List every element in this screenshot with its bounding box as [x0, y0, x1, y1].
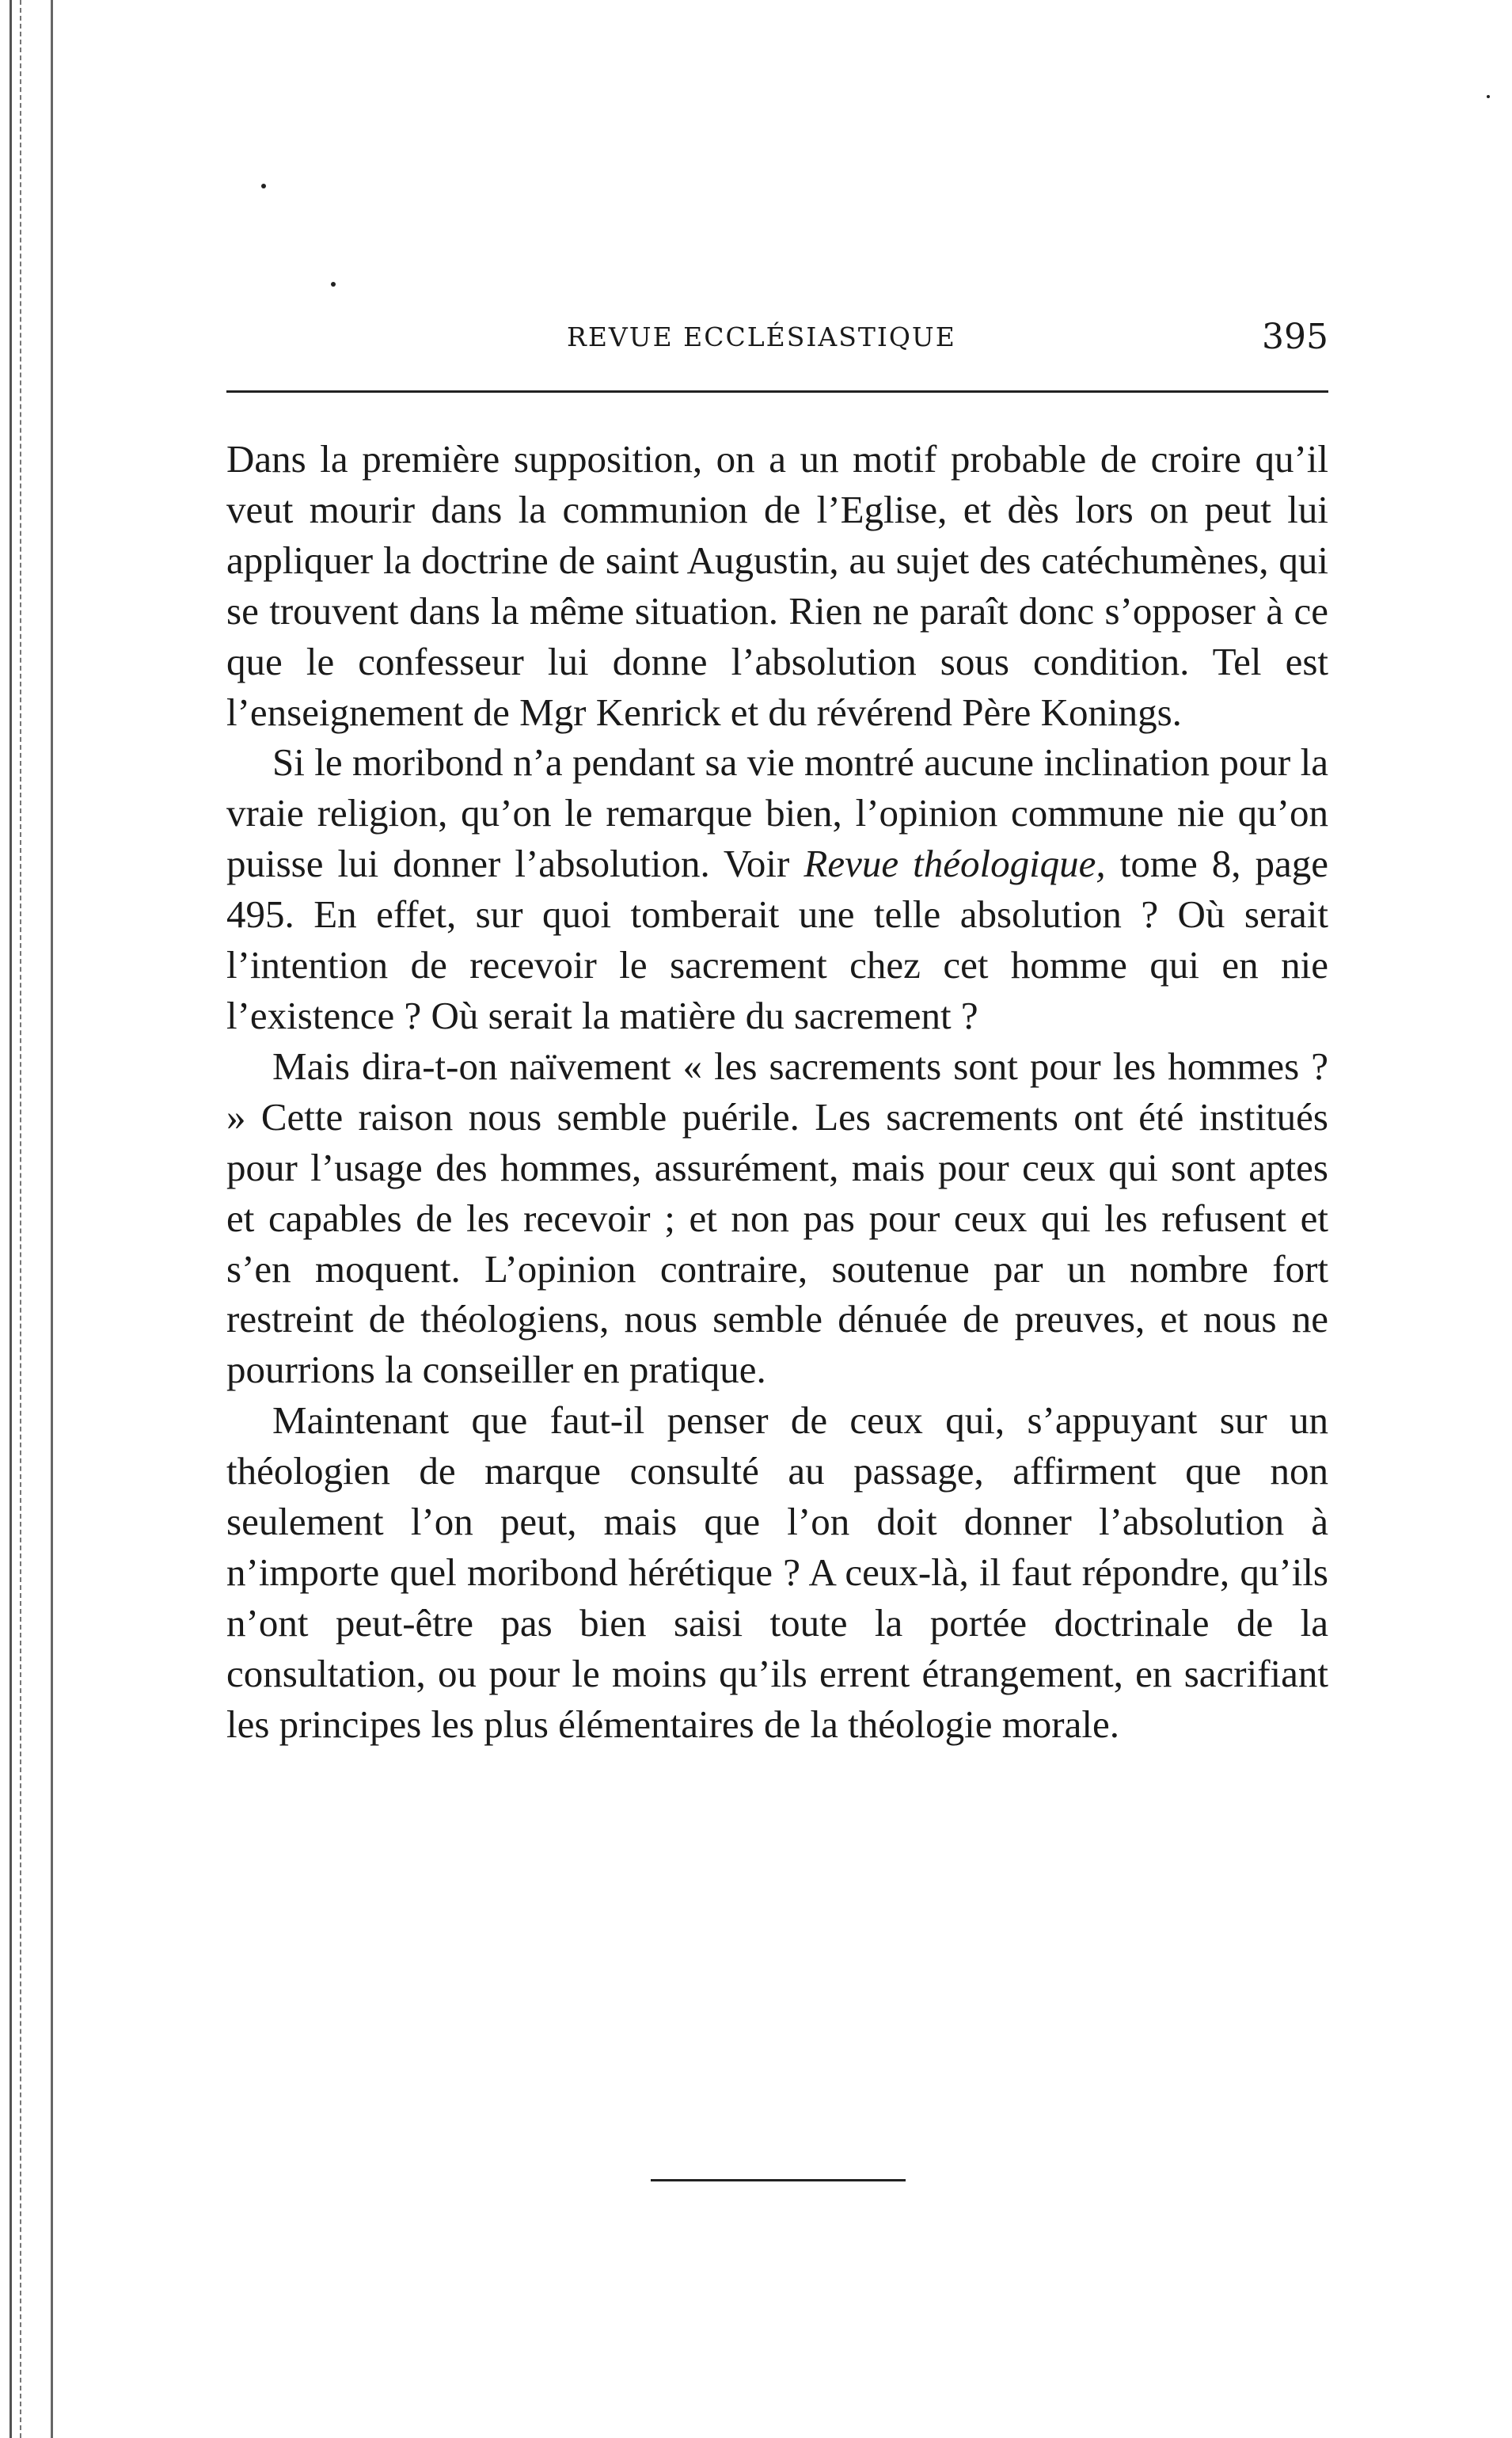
scan-speck [331, 282, 336, 287]
scan-speck [261, 184, 266, 188]
scan-speck [1487, 95, 1490, 98]
end-rule [651, 2179, 906, 2181]
paragraph: Dans la première supposition, on a un motif probable de croire qu’il veut mourir dans la communion de l’Eglise, et dès lors on peut lui appliquer la doctrine de saint Augustin, au sujet des catéchumènes, qui se trouvent dans la même situation. Rien ne paraît donc s’opposer à ce que le confesseur lui donne l’absolution sous condition. Tel est l’enseignement de Mgr Kenrick et du révérend Père Konings. [226, 437, 1328, 734]
paragraph: Maintenant que faut-il penser de ceux qui, s’appuyant sur un théologien de marque consulté au passage, affirment que non seulement l’on peut, mais que l’on doit donner l’absolution à n’importe quel moribond hérétique ? A ceux-là, il faut répondre, qu’ils n’ont peut-être pas bien saisi toute la portée doctrinale de la consultation, ou pour le moins qu’ils errent étrangement, en sacrifiant les principes les plus élémentaires de la théologie morale. [226, 1398, 1328, 1746]
body-text [226, 434, 1328, 1750]
journal-title: Revue théologique, [803, 842, 1106, 886]
paragraph [226, 737, 1328, 1040]
page-header [226, 317, 1328, 364]
binding-edge [9, 0, 21, 2438]
paragraph-text: tome 8, page 495. En effet, sur quoi tomberait une telle absolution ? Où serait l’intention de recevoir le sacrement chez cet homme qui en nie l’existence ? Où serait la matière du sacrement ? [226, 842, 1328, 1037]
paragraph: Mais dira-t-on naïvement « les sacrements sont pour les hommes ? » Cette raison nous semble puérile. Les sacrements ont été institués pour l’usage des hommes, assurément, mais pour ceux qui sont aptes et capables de les recevoir ; et non pas pour ceux qui les refusent et s’en moquent. L’opinion contraire, soutenue par un nombre fort restreint de théologiens, nous semble dénuée de preuves, et nous ne pourrions la conseiller en pratique. [226, 1044, 1328, 1392]
header-rule [226, 390, 1328, 393]
paragraph-text: Si le moribond n’a pendant sa vie montré aucune inclination pour la vraie religion, qu’on le remarque bien, l’opinion commune nie qu’on puisse lui donner l’absolution. Voir [226, 740, 1328, 886]
binding-edge-line [51, 0, 53, 2438]
page-number: 395 [1262, 317, 1328, 357]
running-title: REVUE ECCLÉSIASTIQUE [567, 321, 956, 352]
